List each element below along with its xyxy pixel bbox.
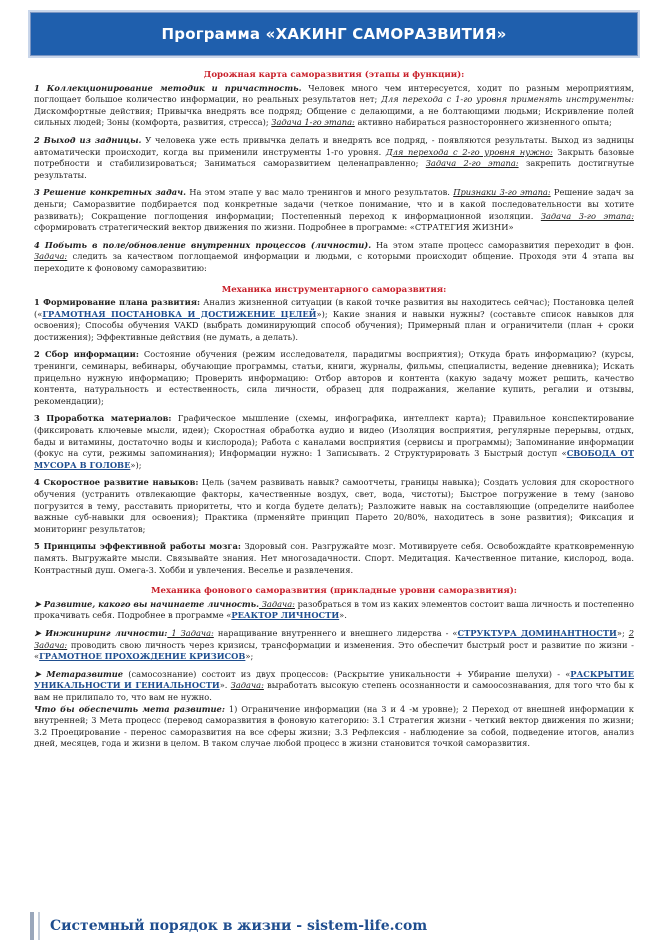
item-lead: ➤ Развитие, какого вы начинаете личность. xyxy=(34,598,260,609)
background-item-4 xyxy=(34,704,634,750)
instrumental-item-5 xyxy=(34,541,634,576)
item-text: Графическое мышление (схемы, инфографика, интеллект карта); Правильное конспектирование (фиксировать ключевые мысли, идеи); Скоростная обработка аудио и видео (Изоляция восприятия, регулярные перерывы, отдых, бады и витамины, достаточно воды и кислорода); Работа с каналами восприятия (сервисы и программы); Запоминание информации (фокус на сути, режимы запоминания); Информации нужно: 1 Записывать. 2 Структурировать 3 Быстрый доступ « xyxy=(34,413,634,459)
stage-lead: 1 Коллекционирование методик и причастность. xyxy=(34,82,302,93)
item-text: »); xyxy=(130,459,142,470)
item-text: Цель (зачем развивать навык? самоотчеты, границы навыка); Создать условия для скоростного обучения (устранить отвлекающие факторы, качественные воздух, свет, вода, чистоты); Быстрое погружение в тему (заново погрузится в тему, расставить приоритеты, что и когда будете делать); Разложите навык на составляющие (определите наиболее важные суб-навыки для освоения); Практика (прменяйте принцип Парето 20/80%, находитесь в зоне развития); Фиксация и мониторинг результатов; xyxy=(34,477,634,534)
stage-text: следить за качеством поглощаемой информации и людьми, с которыми происходит общение. Проходя эти 4 этапа вы переходите к фоновому саморазвитию: xyxy=(34,251,634,273)
task-label: Задача: xyxy=(259,598,295,609)
stage-emphasis: Для перехода с 2-го уровня нужно: xyxy=(385,146,553,157)
task-label: Задача: xyxy=(230,680,264,691)
footer-site-link[interactable]: Системный порядок в жизни - sistem-life.com xyxy=(50,918,428,934)
stage-text: Решение задач за деньги; Саморазвитие подбирается под конкретные задачи (четкое понимание, что и в какой последовательности вы хотите развивать); Сокращение поглощения информации; Постепенный переход к информационной изоляции. xyxy=(34,187,634,221)
task-label: 2 Задача: xyxy=(34,627,635,650)
item-lead: ➤ Метаразвитие xyxy=(34,668,124,679)
stage-text: На этом этапе процесс саморазвития переходит в фон. xyxy=(371,239,634,250)
item-text: 1) Ограничение информации (на 3 и 4 -м уровне); 2 Переход от внешней информации к внутренней; 3 Мета процесс (перевод саморазвития в фоновую категорию: 3.1 Стратегия жизни - четкий вектор движения по жизни; 3.2 Проецирование - перенос саморазвития на все сферы жизни; 3.3 Рефлексия - наблюдение за собой, подведение итогов, анализ дней, месяцев, года и жизни в целом. В таком случае любой процесс в жизни становится точкой саморазвития. xyxy=(34,703,634,749)
roadmap-stage-4 xyxy=(34,240,634,275)
item-text: Состояние обучения (режим исследователя, парадигмы восприятия); Откуда брать информацию? (курсы, тренинги, семинары, вебинары, обучающие программы, статьи, книги, журналы, фильмы, специалисты, ведение дневника); Искать прицельно нужную информацию; Проверить информацию: Отбор авторов и контента (какую задачу может решить, качество контента, натуральность и естественность, сила личности, образец для подражания, желание купить, регалии и отзывы, рекомендации); xyxy=(34,349,634,406)
item-lead: 2 Сбор информации: xyxy=(34,349,139,360)
program-link[interactable]: СВОБОДА ОТ МУСОРА В ГОЛОВЕ xyxy=(34,448,634,470)
item-lead: ➤ Инжиниринг личности: xyxy=(34,627,168,638)
stage-emphasis: Для перехода с 1-го уровня применять инструменты: xyxy=(381,94,634,105)
stage-text: Закрыть базовые потребности и стабилизироваться; Заниматься саморазвитием целенаправленно; xyxy=(34,146,634,169)
item-lead: Что бы обеспечить мета развитие: xyxy=(34,703,225,714)
title-banner xyxy=(30,12,638,56)
stage-text: активно набираться разностороннего жизненного опыта; xyxy=(354,117,612,128)
item-text: разобраться в том из каких элементов состоит ваша личность и постепенно прокачивать себя. Подробнее в программе « xyxy=(34,598,634,621)
stage-text: У человека уже есть привычка делать и внедрять все подряд, - появляются результаты. Выход из задницы автоматически происходит, когда вы применили инструменты 1-го уровня. xyxy=(34,134,634,157)
instrumental-item-3 xyxy=(34,413,634,471)
item-text: проводить свою личность через кризисы, трансформации и изменения. Это обеспечит быстрый рост и развитие по жизни - « xyxy=(34,639,634,662)
stage-text: Дискомфортные действия; Привычка внедрять все подряд; Общение с делающими, а не болтающими людьми; Искривление полей сильных людей; Зоны (комфорта, развития, стресса); xyxy=(34,105,634,128)
background-item-2 xyxy=(34,628,634,663)
item-lead: 5 Принципы эффективной работы мозга: xyxy=(34,541,241,552)
item-text: »; xyxy=(616,627,629,638)
page-title: Программа «ХАКИНГ САМОРАЗВИТИЯ» xyxy=(161,25,507,43)
stage-emphasis: Признаки 3-го этапа: xyxy=(453,187,551,198)
section-heading-roadmap: Дорожная карта саморазвития (этапы и функции): xyxy=(203,70,465,80)
instrumental-item-1 xyxy=(34,297,634,343)
stage-lead: 4 Побыть в поле/обновление внутренних процессов (личности). xyxy=(34,239,372,250)
stage-task-label: Задача 2-го этапа: xyxy=(425,158,519,169)
program-link[interactable]: СТРУКТУРА ДОМИНАНТНОСТИ xyxy=(457,627,617,638)
item-text: выработать высокую степень осознанности и самоосознавания, для того что бы к вам не прилипало то, что вам не нужно. xyxy=(34,680,634,702)
footer xyxy=(30,912,636,940)
program-link[interactable]: ГРАМОТНАЯ ПОСТАНОВКА И ДОСТИЖЕНИЕ ЦЕЛЕЙ xyxy=(42,308,317,319)
document-body xyxy=(34,70,634,756)
stage-text: Человек много чем интересуется, ходит по разным мероприятиям, поглощает большое количество информации, но реальных результатов нет; xyxy=(34,82,634,105)
roadmap-stage-3 xyxy=(34,187,634,233)
roadmap-stage-2 xyxy=(34,135,634,181)
stage-task-label: Задача 1-го этапа: xyxy=(271,117,355,128)
instrumental-item-4 xyxy=(34,477,634,535)
item-text: Анализ жизненной ситуации (в какой точке развития вы находитесь сейчас); Постановка целей (« xyxy=(34,297,634,319)
item-text: наращивание внутреннего и внешнего лидерства - « xyxy=(213,627,458,638)
roadmap-stage-1 xyxy=(34,83,634,129)
item-lead: 4 Скоростное развитие навыков: xyxy=(34,477,199,488)
item-text: ». xyxy=(219,680,231,691)
section-heading-background: Механика фонового саморазвития (прикладные уровни саморазвития): xyxy=(151,586,517,597)
background-item-3 xyxy=(34,669,634,704)
instrumental-item-2 xyxy=(34,349,634,407)
stage-task-label: Задача: xyxy=(34,251,68,262)
item-text: Здоровый сон. Разгружайте мозг. Мотивируете себя. Освобождайте кратковременную память. Выгружайте мысли. Связывайте знания. Нет многозадачности. Спорт. Медитация. Качественное питание, кислород, вода. Контрастный душ. Омега-3. Хобби и увлечения. Веселье и развлечения. xyxy=(34,541,634,575)
stage-text: сформировать стратегический вектор движения по жизни. Подробнее в программе: «СТРАТЕГИЯ ЖИЗНИ» xyxy=(34,222,514,233)
program-link[interactable]: РАСКРЫТИЕ УНИКАЛЬНОСТИ И ГЕНИАЛЬНОСТИ xyxy=(34,668,634,691)
background-item-1 xyxy=(34,599,634,622)
stage-lead: 3 Решение конкретных задач. xyxy=(34,187,186,198)
stage-text: На этом этапе у вас мало тренингов и много результатов. xyxy=(185,187,454,198)
stage-task-label: Задача 3-го этапа: xyxy=(540,210,634,221)
task-label: 1 Задача: xyxy=(167,627,214,638)
program-link[interactable]: РЕАКТОР ЛИЧНОСТИ xyxy=(231,610,340,621)
item-text: ». xyxy=(339,610,347,621)
stage-lead: 2 Выход из задницы. xyxy=(34,134,142,145)
item-text: (самосознание) состоит из двух процессов: (Раскрытие уникальности + Убирание шелухи) - « xyxy=(123,668,571,679)
item-text: »); Какие знания и навыки нужны? (составьте список навыков для освоения); Способы обучения VAKD (выбрать доминирующий способ обучения); Примерный план и ограничители (план + сроки достижения); Эффективные действия (не думать, а делать). xyxy=(34,308,635,342)
footer-accent-bar xyxy=(30,912,34,940)
item-lead: 3 Проработка материалов: xyxy=(34,413,172,424)
item-text: »; xyxy=(245,651,254,662)
item-lead: 1 Формирование плана развития: xyxy=(34,297,201,308)
footer-accent-bar xyxy=(38,912,40,940)
stage-text: закрепить достигнутые результаты. xyxy=(34,158,634,180)
section-heading-instrumental: Механика инструментарного саморазвития: xyxy=(221,284,447,295)
program-link[interactable]: ГРАМОТНОЕ ПРОХОЖДЕНИЕ КРИЗИСОВ xyxy=(39,651,246,662)
